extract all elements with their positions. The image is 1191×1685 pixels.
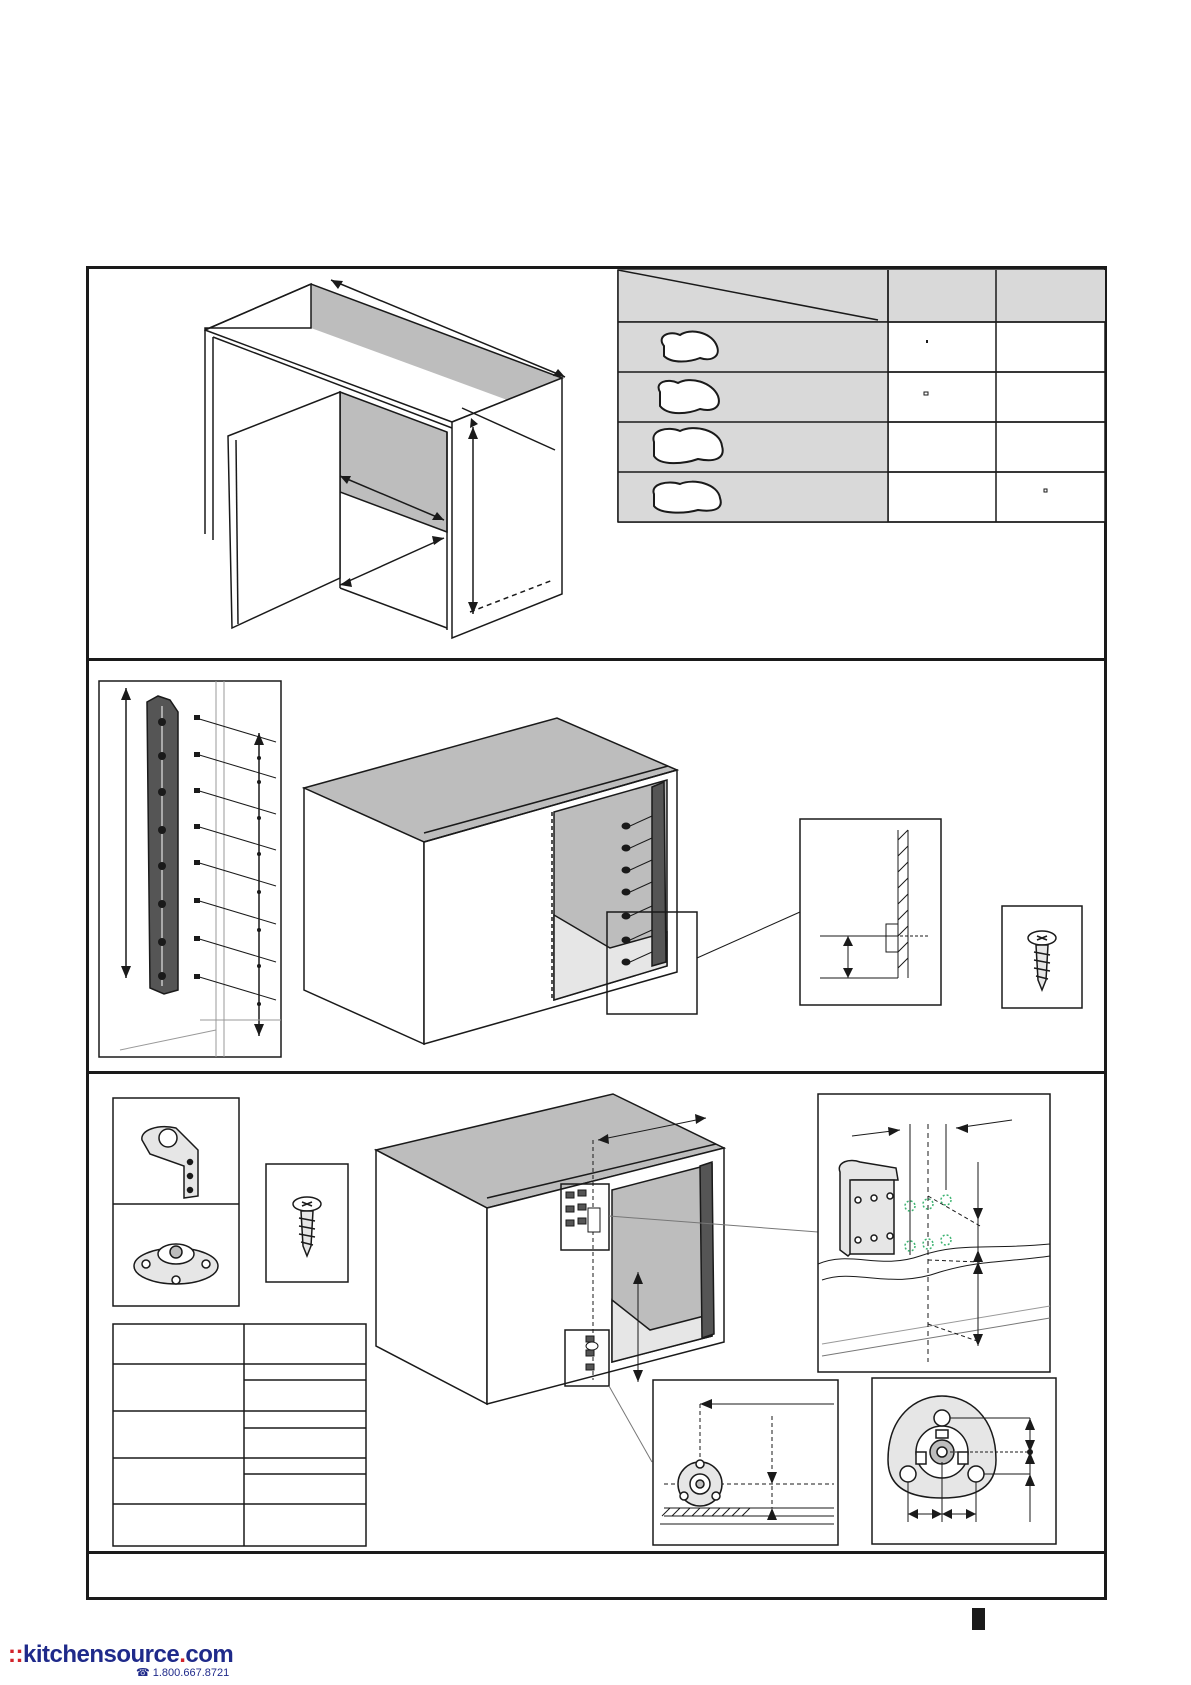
logo-prefix: :: [8,1641,23,1668]
kitchensource-logo[interactable] [8,1641,233,1669]
phone-number: ☎ 1.800.667.8721 [136,1667,230,1679]
logo-dot: . [179,1641,186,1668]
logo-name: kitchensource [22,1641,180,1668]
page-marker [972,1608,985,1630]
logo-tld: com [185,1641,234,1668]
